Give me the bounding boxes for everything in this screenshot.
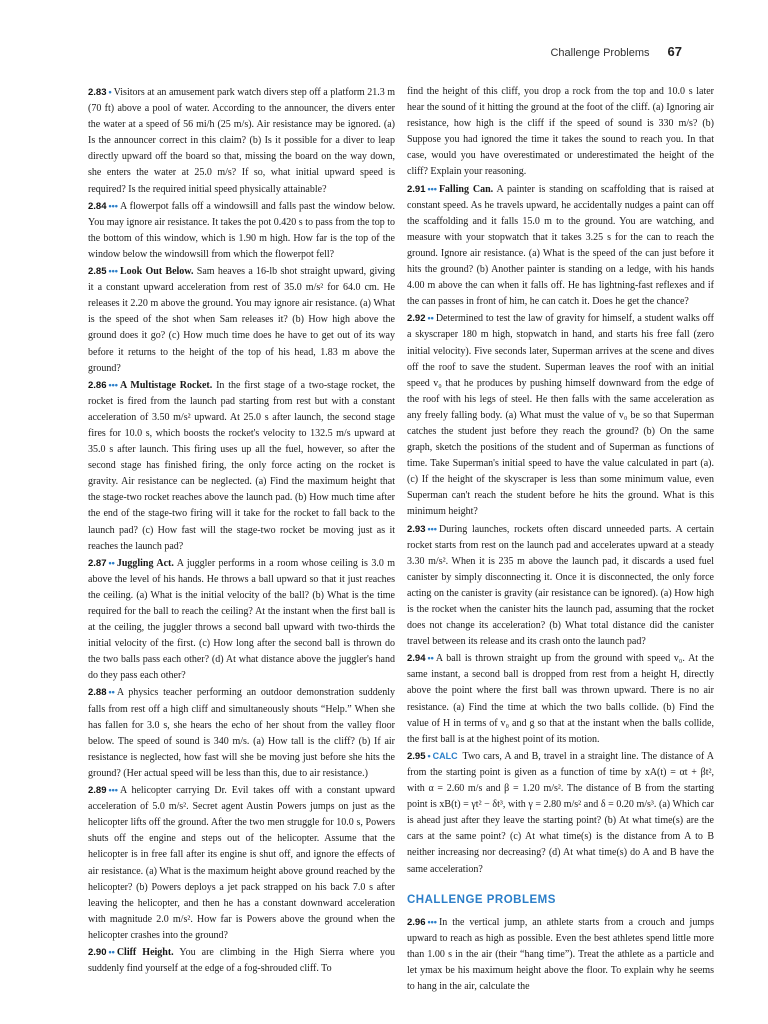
problem-title: Cliff Height. [116,946,174,958]
difficulty-dots: ••• [108,785,118,796]
problem-text: Sam heaves a 16-lb shot straight upward, giving it a constant upward acceleration from rest of 35.0 m/s² for 64.0 cm. He releases it 2.20 m above the ground. You may ignore air resistance. (a) What is the speed of the shot when Sam releases it? (b) How high above the ground does it go? (c) How much time does he have to get out of its way before it returns to the height of the top of his head, 1.83 m above the ground? [88,266,396,374]
difficulty-dots: • [427,750,431,761]
problem [407,521,714,651]
problem [88,782,395,944]
problem-title: Look Out Below. [119,266,194,278]
problem-number: 2.87 [88,557,107,569]
problem [88,555,395,685]
difficulty-dots: ••• [427,523,437,534]
problem-number: 2.83 [88,87,107,98]
difficulty-dots: ••• [108,266,118,277]
difficulty-dots: ••• [108,200,118,211]
problem-number: 2.92 [407,313,426,325]
challenge-problems-heading: CHALLENGE PROBLEMS [407,893,556,906]
problem-number: 2.91 [407,183,426,195]
problem-text: In the vertical jump, an athlete starts from a crouch and jumps upward to reach as high as possible. Even the best athletes spend little more than 1.00 s in the air (their “hang time”). Treat the athlete as a particle and let ymax be his maximum height above the floor. To explain why he seems to hang in the air, calculate the [407,916,714,993]
problem-number: 2.86 [88,379,107,391]
difficulty-dots: •• [108,946,115,957]
left-column [88,84,395,977]
problem-number: 2.95 [407,750,426,762]
problem-text: During launches, rockets often discard unneeded parts. A certain rocket starts from rest on the launch pad and accelerates upward at a steady 3.30 m/s². When it is 235 m above the launch pad, it discards a used fuel canister by simply disconnecting it. Once it is disconnected, the only force acting on the canister is gravity (air resistance can be ignored). (a) How high is the rocket when the canister hits the launch pad, assuming that the rocket does not change its acceleration? (b) What total distance did the canister travel between its release and its crash onto the launch pad? [407,523,714,648]
difficulty-dots: •• [108,557,115,568]
problem-number: 2.88 [88,687,107,699]
problem-text: Visitors at an amusement park watch divers step off a platform 21.3 m (70 ft) above a pool of water. According to the announcer, the divers enter the water at a speed of 56 mi/h (25 m/s). Air resistance may be ignored. (a) Is the announcer correct in this claim? (b) Is it possible for a diver to leap directly upward off the board so that, missing the board on the way down, she enters the water at 25.0 m/s? If so, what initial upward speed is required? Is the required initial speed physically attainable? [88,87,395,195]
difficulty-dots: • [108,87,112,97]
problem [88,84,395,198]
difficulty-dots: ••• [427,183,437,194]
difficulty-dots: ••• [108,379,118,390]
problem-text: A helicopter carrying Dr. Evil takes off with a constant upward acceleration of 5.0 m/s². Secret agent Austin Powers jumps on just as the helicopter lifts off the ground. After the two men struggle for 10.0 s, Powers shuts off the engine and steps out of the helicopter. Assume that the helicopter is in free fall after its engine is shut off, and ignore the effects of air resistance. (a) What is the maximum height above ground reached by the helicopter? (b) Powers deploys a jet pack strapped on his back 7.0 s after leaving the helicopter, and then he has a constant downward acceleration with magnitude 2.0 m/s². How far is Powers above the ground when the helicopter crashes into the ground? [88,785,395,941]
difficulty-dots: •• [427,653,434,664]
problem-number: 2.90 [88,946,107,958]
problem-continued [407,84,714,181]
problem [407,310,714,520]
problem [88,377,395,555]
problem [88,263,395,377]
section-title: Challenge Problems [550,47,650,59]
problem [407,181,714,311]
difficulty-dots: ••• [427,916,437,927]
page-number: 67 [667,44,682,59]
problem-text: In the first stage of a two-stage rocket, the rocket is fired from the launch pad starting from rest but with a constant acceleration of 3.50 m/s² upward. At 25.0 s after launch, the second stage fires for 10.0 s, which boosts the rocket's velocity to 132.5 m/s upward at 35.0 s after launch. This firing uses up all the fuel, however, so after the second stage has finished firing, the only force acting on the rocket is gravity. Air resistance can be neglected. (a) Find the maximum height that the stage-two rocket reaches above the launch pad. (b) How much time after the end of the stage-two firing will it take for the rocket to fall back to the launch pad? (c) How fast will the stage-two rocket be moving just as it reaches the launch pad? [88,379,395,552]
problem [88,198,395,263]
problem [88,944,395,977]
problem-text: A juggler performs in a room whose ceiling is 3.0 m above the level of his hands. He throws a ball upward so that it just reaches the ceiling. (a) What is the initial velocity of the ball? (b) What is the time required for the ball to reach the ceiling? At the instant when the first ball is at the ceiling, the juggler throws a second ball upward with two-thirds the initial velocity of the first. (c) How long after the second ball is thrown do the two balls pass each other? (d) At what distance above the juggler's hand do they pass each other? [88,557,396,682]
problem [407,650,714,748]
problem-number: 2.85 [88,266,107,278]
difficulty-dots: •• [108,687,115,698]
problem-text: Determined to test the law of gravity for himself, a student walks off a skyscraper 180 m high, stopwatch in hand, and starts his free fall (zero initial velocity). Five seconds later, Superman arrives at the scene and dives off the roof to save the student. Superman leaves the roof with an initial speed v₀ that he produces by pushing himself downward from the edge of the roof with his legs of steel. He then falls with the same acceleration as any freely falling body. (a) What must the value of v₀ be so that Superman catches the student just before they reach the ground? (b) On the same graph, sketch the positions of the student and of Superman as functions of time. Take Superman's initial speed to have the value calculated in part (a). (c) If the height of the skyscraper is less than some minimum value, even Superman can't reach the student before he hits the ground. What is this minimum height? [407,313,714,518]
right-column [407,84,714,995]
problem-number: 2.96 [407,916,426,928]
problem-title: A Multistage Rocket. [119,379,213,391]
problem-number: 2.94 [407,653,426,665]
calc-tag: CALC [432,750,458,761]
running-header [550,44,682,59]
problem-text: A flowerpot falls off a windowsill and falls past the window below. You may ignore air resistance. It takes the pot 0.420 s to pass from the top to the bottom of this window, which is 1.90 m high. How far is the top of the window below the windowsill from which the flowerpot fell? [88,200,395,260]
problem-number: 2.93 [407,523,426,535]
problem [407,748,714,878]
problem [88,684,395,782]
problem-number: 2.89 [88,785,107,797]
problem-text: Two cars, A and B, travel in a straight line. The distance of A from the starting point is given as a function of time by xA(t) = αt + βt², with α = 2.60 m/s and β = 1.20 m/s². The distance of B from the starting point is xB(t) = γt² − δt³, with γ = 2.80 m/s² and δ = 0.20 m/s³. (a) Which car is ahead just after they leave the starting point? (b) At what time(s) are the cars at the same point? (c) At what time(s) is the distance from A to B neither increasing nor decreasing? (d) At what time(s) do A and B have the same acceleration? [407,750,714,875]
problem-text: A ball is thrown straight up from the ground with speed v₀. At the same instant, a second ball is dropped from rest from a height H, directly above the point where the first ball was thrown upward. There is no air resistance. (a) Find the time at which the two balls collide. (b) Find the value of H in terms of v₀ and g so that at the instant when the balls collide, the first ball is at the highest point of its motion. [407,653,714,745]
problem-number: 2.84 [88,200,107,212]
problem [407,914,714,995]
problem-title: Juggling Act. [116,557,174,569]
problem-text: A physics teacher performing an outdoor demonstration suddenly falls from rest off a high cliff and simultaneously shouts “Help.” When she has fallen for 3.0 s, she hears the echo of her shout from the valley floor below. The speed of sound is 340 m/s. (a) How tall is the cliff? (b) If air resistance is neglected, how fast will she be moving just before she hits the ground? (Her actual speed will be less than this, due to air resistance.) [88,687,395,779]
problem-text: A painter is standing on scaffolding that is raised at constant speed. As he travels upward, he accidentally nudges a paint can off the scaffolding and it falls 15.0 m to the ground. You are watching, and measure with your stopwatch that it takes 3.25 s for the can to reach the ground. Ignore air resistance. (a) What is the speed of the can just before it hits the ground? (b) Another painter is standing on a ledge, with his hands 4.00 m above the can when it falls off. He has lightning-fast reflexes and if the can passes in front of him, he can catch it. Does he get the chance? [407,183,715,308]
problem-title: Falling Can. [438,183,494,195]
difficulty-dots: •• [427,313,434,324]
problem-text: find the height of this cliff, you drop a rock from the top and 10.0 s later hear the sound of it hitting the ground at the foot of the cliff. (a) Ignoring air resistance, how high is the cliff if the speed of sound is 330 m/s? (b) Suppose you had ignored the time it takes the sound to reach you. In that case, would you have overestimated or underestimated the height of the cliff? Explain your reasoning. [407,86,714,178]
problem-text: You are climbing in the High Sierra where you suddenly find yourself at the edge of a fog-shrouded cliff. To [88,946,396,975]
